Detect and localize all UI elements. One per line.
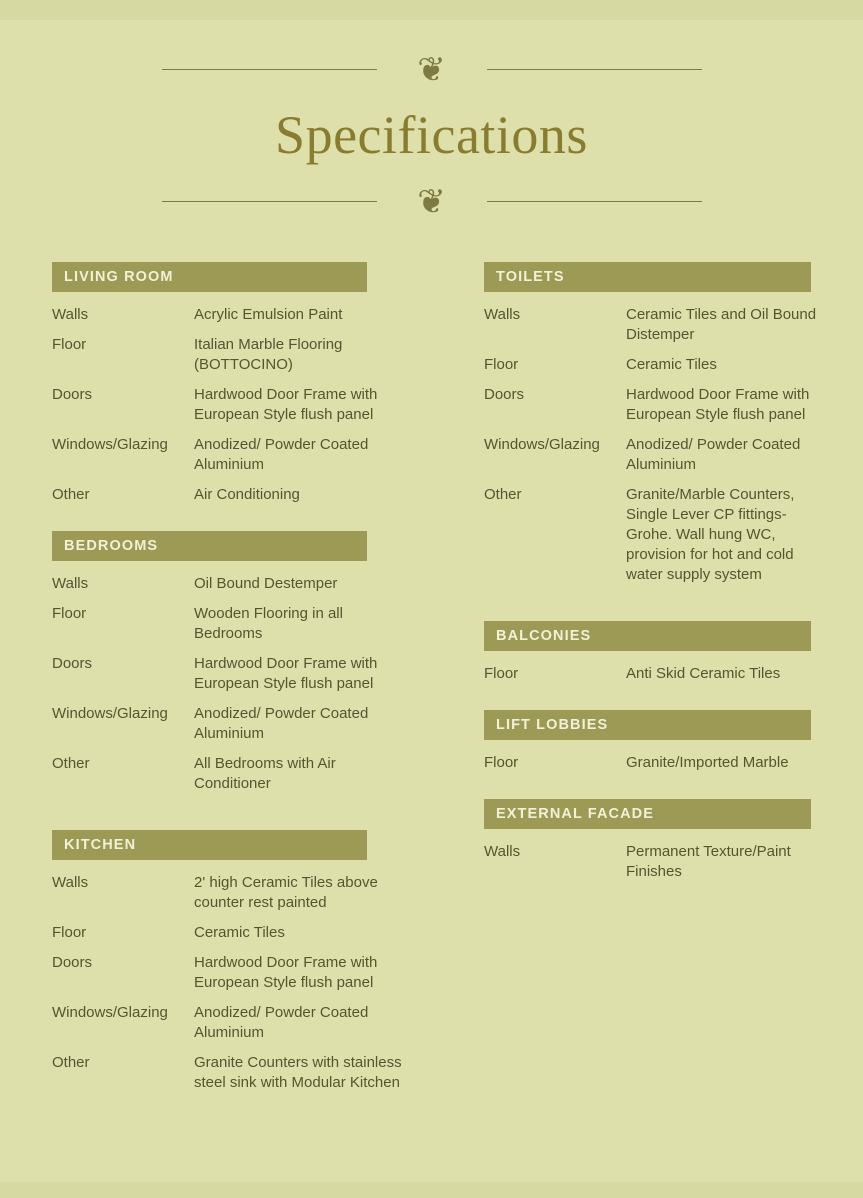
- section-rows: [484, 664, 844, 684]
- section-heading: KITCHEN: [52, 830, 367, 860]
- spec-value: Granite/Marble Counters, Single Lever CP fittings- Grohe. Wall hung WC, provision for hot and cold water supply system: [626, 486, 795, 583]
- page-title: Specifications: [275, 105, 588, 165]
- spec-label: Floor: [484, 754, 519, 771]
- spec-value: Anodized/ Powder Coated Aluminium: [626, 436, 801, 473]
- spec-label: Other: [52, 1054, 90, 1071]
- spec-label: Windows/Glazing: [484, 436, 600, 453]
- rule-line-right: [487, 201, 702, 202]
- section-balconies: [484, 621, 844, 684]
- spec-value: Italian Marble Flooring (BOTTOCINO): [194, 336, 343, 373]
- spec-value: Wooden Flooring in all Bedrooms: [194, 605, 343, 642]
- section-rows: [52, 305, 412, 505]
- section-kitchen: [52, 830, 412, 1093]
- spec-value: Hardwood Door Frame with European Style flush panel: [194, 655, 378, 692]
- spec-row: [52, 574, 412, 594]
- section-toilets: [484, 262, 844, 585]
- bottom-band: [0, 1182, 863, 1198]
- section-spacer: [52, 515, 412, 531]
- spec-label: Doors: [52, 954, 93, 971]
- spec-value: Anodized/ Powder Coated Aluminium: [194, 436, 369, 473]
- ornament-rule-bottom: [162, 180, 702, 224]
- spec-label: Other: [52, 755, 90, 772]
- ornament-rule-top: [162, 48, 702, 92]
- spec-row: [52, 604, 412, 644]
- spec-value: Permanent Texture/Paint Finishes: [626, 843, 791, 880]
- spec-label: Doors: [52, 386, 93, 403]
- section-heading: LIVING ROOM: [52, 262, 367, 292]
- section-rows: [484, 842, 844, 882]
- spec-row: [484, 842, 844, 882]
- rule-line-left: [162, 69, 377, 70]
- section-spacer: [484, 694, 844, 710]
- spec-label: Walls: [484, 843, 521, 860]
- section-spacer: [484, 783, 844, 799]
- spec-label: Other: [484, 486, 522, 503]
- right-column: [484, 262, 844, 892]
- rule-line-right: [487, 69, 702, 70]
- spec-row: [484, 305, 844, 345]
- spec-value: Hardwood Door Frame with European Style flush panel: [194, 954, 378, 991]
- spec-value: Acrylic Emulsion Paint: [194, 306, 343, 323]
- specifications-columns: [0, 262, 863, 1182]
- spec-row: [52, 754, 412, 794]
- spec-label: Floor: [52, 605, 87, 622]
- spec-row: [484, 664, 844, 684]
- spec-row: [484, 385, 844, 425]
- spec-row: [484, 435, 844, 475]
- section-bedrooms: [52, 531, 412, 794]
- spec-row: [52, 873, 412, 913]
- section-rows: [484, 305, 844, 585]
- spec-label: Doors: [484, 386, 525, 403]
- spec-label: Doors: [52, 655, 93, 672]
- spec-row: [52, 435, 412, 475]
- spec-label: Windows/Glazing: [52, 436, 168, 453]
- spec-value: Granite Counters with stainless steel sink with Modular Kitchen: [194, 1054, 402, 1091]
- spec-value: Ceramic Tiles: [194, 924, 285, 941]
- spec-value: Granite/Imported Marble: [626, 754, 789, 771]
- spec-row: [52, 1053, 412, 1093]
- spec-value: Ceramic Tiles: [626, 356, 717, 373]
- floral-ornament-icon: ❦: [417, 182, 446, 222]
- spec-row: [52, 923, 412, 943]
- section-rows: [484, 753, 844, 773]
- rule-line-left: [162, 201, 377, 202]
- spec-label: Floor: [52, 336, 87, 353]
- spec-label: Walls: [52, 874, 89, 891]
- spec-row: [52, 1003, 412, 1043]
- spec-value: Hardwood Door Frame with European Style flush panel: [626, 386, 810, 423]
- section-heading: EXTERNAL FACADE: [484, 799, 811, 829]
- spec-row: [52, 704, 412, 744]
- section-heading: TOILETS: [484, 262, 811, 292]
- spec-row: [52, 335, 412, 375]
- spec-row: [52, 953, 412, 993]
- spec-value: Anti Skid Ceramic Tiles: [626, 665, 781, 682]
- spec-row: [484, 753, 844, 773]
- section-spacer: [484, 595, 844, 621]
- section-rows: [52, 873, 412, 1093]
- spec-row: [52, 485, 412, 505]
- spec-value: Oil Bound Destemper: [194, 575, 338, 592]
- left-column: [52, 262, 412, 1103]
- spec-label: Walls: [52, 575, 89, 592]
- spec-value: Anodized/ Powder Coated Aluminium: [194, 705, 369, 742]
- section-heading: LIFT LOBBIES: [484, 710, 811, 740]
- section-spacer: [52, 804, 412, 830]
- spec-label: Other: [52, 486, 90, 503]
- spec-label: Walls: [484, 306, 521, 323]
- spec-value: Hardwood Door Frame with European Style flush panel: [194, 386, 378, 423]
- spec-row: [484, 355, 844, 375]
- spec-value: Anodized/ Powder Coated Aluminium: [194, 1004, 369, 1041]
- spec-row: [52, 305, 412, 325]
- section-external-facade: [484, 799, 844, 882]
- top-band: [0, 0, 863, 20]
- spec-label: Floor: [484, 356, 519, 373]
- spec-value: Air Conditioning: [194, 486, 300, 503]
- page-header: [0, 48, 863, 224]
- spec-value: All Bedrooms with Air Conditioner: [194, 755, 336, 792]
- section-heading: BALCONIES: [484, 621, 811, 651]
- section-living-room: [52, 262, 412, 505]
- spec-label: Windows/Glazing: [52, 705, 168, 722]
- section-lift-lobbies: [484, 710, 844, 773]
- spec-row: [52, 654, 412, 694]
- spec-value: Ceramic Tiles and Oil Bound Distemper: [626, 306, 817, 343]
- spec-label: Windows/Glazing: [52, 1004, 168, 1021]
- spec-value: 2' high Ceramic Tiles above counter rest painted: [194, 874, 378, 911]
- spec-row: [484, 485, 844, 585]
- spec-label: Floor: [52, 924, 87, 941]
- spec-label: Floor: [484, 665, 519, 682]
- spec-label: Walls: [52, 306, 89, 323]
- spec-row: [52, 385, 412, 425]
- section-rows: [52, 574, 412, 794]
- floral-ornament-icon: ❦: [417, 50, 446, 90]
- section-heading: BEDROOMS: [52, 531, 367, 561]
